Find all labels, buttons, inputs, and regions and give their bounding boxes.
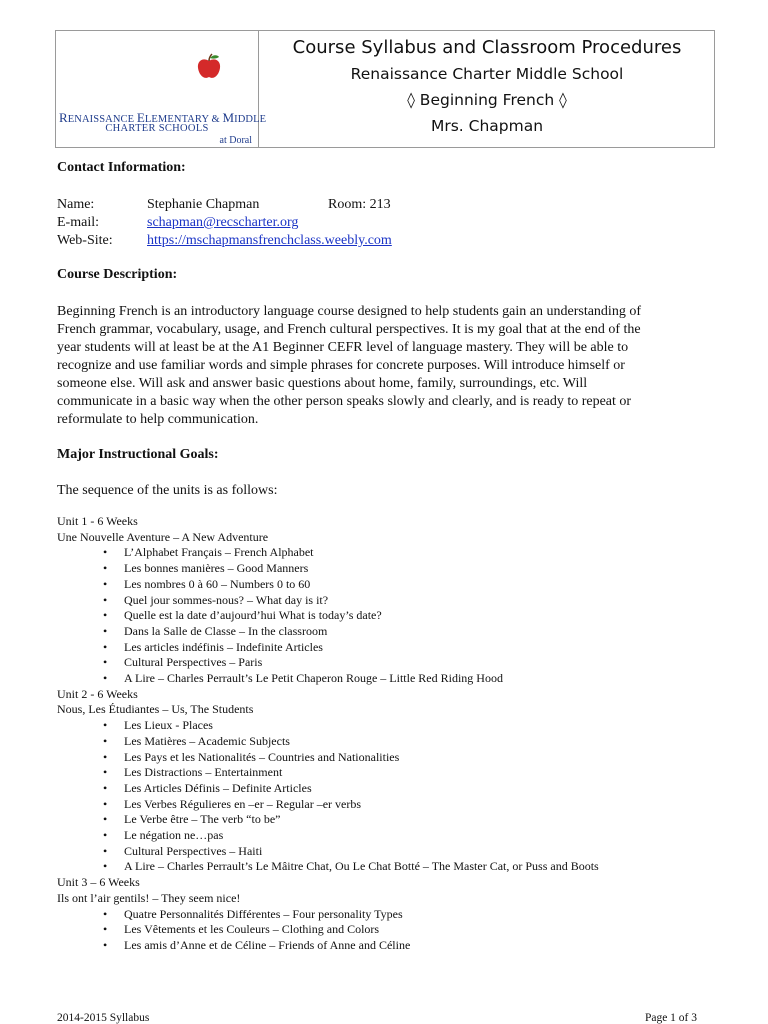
description-line: French grammar, vocabulary, usage, and French cultural perspectives. It is my goal that at the end of the xyxy=(57,322,641,337)
bullet-icon: • xyxy=(103,592,108,607)
unit-heading: Unit 3 – 6 Weeks xyxy=(57,875,140,890)
document-title: Course Syllabus and Classroom Procedures xyxy=(292,37,682,58)
bullet-icon: • xyxy=(103,671,108,686)
bullet-icon: • xyxy=(103,843,108,858)
school-name: Renaissance Charter Middle School xyxy=(350,65,624,83)
bullet-icon: • xyxy=(103,655,108,670)
description-line: Beginning French is an introductory language course designed to help students gain an understanding of xyxy=(57,304,641,319)
room-number: Room: 213 xyxy=(328,197,391,212)
logo-line-2: CHARTER SCHOOLS xyxy=(105,123,209,134)
page-number: Page 1 of 3 xyxy=(644,1012,697,1024)
bullet-icon: • xyxy=(103,639,108,654)
list-item: • Les Articles Définis – Definite Articles xyxy=(103,780,312,795)
footer-left: 2014-2015 Syllabus xyxy=(57,1012,150,1024)
bullet-icon: • xyxy=(103,828,108,843)
description-line: communicate in a basic way when the other person speaks slowly and clearly, and is ready to repeat or xyxy=(57,394,632,409)
list-item: • Les Matières – Academic Subjects xyxy=(103,733,290,748)
list-item: • Le Verbe être – The verb “to be” xyxy=(103,812,281,827)
bullet-icon: • xyxy=(103,545,108,560)
logo-line-1: RENAISSANCE ELEMENTARY & MIDDLE xyxy=(59,110,267,125)
goals-heading: Major Instructional Goals: xyxy=(57,447,219,462)
syllabus-header xyxy=(55,30,715,148)
description-heading: Course Description: xyxy=(57,267,178,282)
description-line: someone else. Will ask and answer basic questions about home, family, surroundings, etc. Will xyxy=(57,376,588,391)
bullet-icon: • xyxy=(103,906,108,921)
list-item: • L’Alphabet Français – French Alphabet xyxy=(103,545,314,560)
bullet-icon: • xyxy=(103,733,108,748)
list-item: • A Lire – Charles Perrault’s Le Petit Chaperon Rouge – Little Red Riding Hood xyxy=(103,671,503,686)
description-line: reformulate to help communication. xyxy=(57,412,259,427)
bullet-icon: • xyxy=(103,623,108,638)
contact-heading: Contact Information: xyxy=(57,160,186,175)
bullet-icon: • xyxy=(103,796,108,811)
list-item: • Les nombres 0 à 60 – Numbers 0 to 60 xyxy=(103,576,311,591)
header-text xyxy=(259,31,715,147)
description-paragraph xyxy=(57,303,697,429)
logo-line-3: at Doral xyxy=(219,135,252,146)
list-item: • Les bonnes manières – Good Manners xyxy=(103,561,309,576)
list-item: • A Lire – Charles Perrault’s Le Mâitre Chat, Ou Le Chat Botté – The Master Cat, or Puss and Boots xyxy=(103,859,599,874)
list-item: • Dans la Salle de Classe – In the classroom xyxy=(103,623,328,638)
description-line: year students will at least be at the A1 Beginner CEFR level of language mastery. They will be able to xyxy=(57,340,629,355)
email-label: E-mail: xyxy=(57,215,99,230)
list-item: • Cultural Perspectives – Paris xyxy=(103,655,263,670)
bullet-icon: • xyxy=(103,561,108,576)
list-item: • Le négation ne…pas xyxy=(103,828,224,843)
website-label: Web-Site: xyxy=(57,233,113,248)
bullet-icon: • xyxy=(103,922,108,937)
list-item: • Les Pays et les Nationalités – Countries and Nationalities xyxy=(103,749,400,764)
unit-heading: Unit 1 - 6 Weeks xyxy=(57,514,138,528)
bullet-icon: • xyxy=(103,608,108,623)
bullet-icon: • xyxy=(103,749,108,764)
bullet-icon: • xyxy=(103,812,108,827)
unit-subtitle: Ils ont l’air gentils! – They seem nice! xyxy=(57,890,241,905)
bullet-icon: • xyxy=(103,718,108,733)
description-line: recognize and use familiar words and simple phrases for concrete purposes. Will introduce himself or xyxy=(57,358,625,373)
unit-heading: Unit 2 - 6 Weeks xyxy=(57,686,138,701)
list-item: • Les amis d’Anne et de Céline – Friends of Anne and Céline xyxy=(103,937,411,952)
unit-subtitle: Nous, Les Étudiantes – Us, The Students xyxy=(57,702,254,717)
bullet-icon: • xyxy=(103,780,108,795)
email-link[interactable]: schapman@recscharter.org xyxy=(147,215,299,230)
list-item: • Cultural Perspectives – Haiti xyxy=(103,843,263,858)
bullet-icon: • xyxy=(103,859,108,874)
list-item: • Les Verbes Régulieres en –er – Regular –er verbs xyxy=(103,796,362,811)
name-value: Stephanie Chapman xyxy=(147,197,260,212)
school-logo xyxy=(56,31,267,147)
list-item: • Quatre Personnalités Différentes – Four personality Types xyxy=(103,906,403,921)
course-name: ◊ Beginning French ◊ xyxy=(407,91,567,109)
unit-subtitle: Une Nouvelle Aventure – A New Adventure xyxy=(57,529,269,544)
list-item: • Quel jour sommes-nous? – What day is it? xyxy=(103,592,329,607)
goals-intro: The sequence of the units is as follows: xyxy=(57,483,278,498)
list-item: • Quelle est la date d’aujourd’hui What is today’s date? xyxy=(103,608,382,623)
list-item: • Les articles indéfinis – Indefinite Articles xyxy=(103,639,323,654)
name-label: Name: xyxy=(57,197,95,212)
bullet-icon: • xyxy=(103,937,108,952)
bullet-icon: • xyxy=(103,576,108,591)
website-link[interactable]: https://mschapmansfrenchclass.weebly.com xyxy=(147,233,392,248)
apple-icon xyxy=(196,53,222,81)
list-item: • Les Vêtements et les Couleurs – Clothing and Colors xyxy=(103,922,380,937)
units-list xyxy=(57,514,599,954)
teacher-name: Mrs. Chapman xyxy=(430,117,544,135)
bullet-icon: • xyxy=(103,765,108,780)
list-item: • Les Distractions – Entertainment xyxy=(103,765,283,780)
list-item: • Les Lieux - Places xyxy=(103,718,213,733)
